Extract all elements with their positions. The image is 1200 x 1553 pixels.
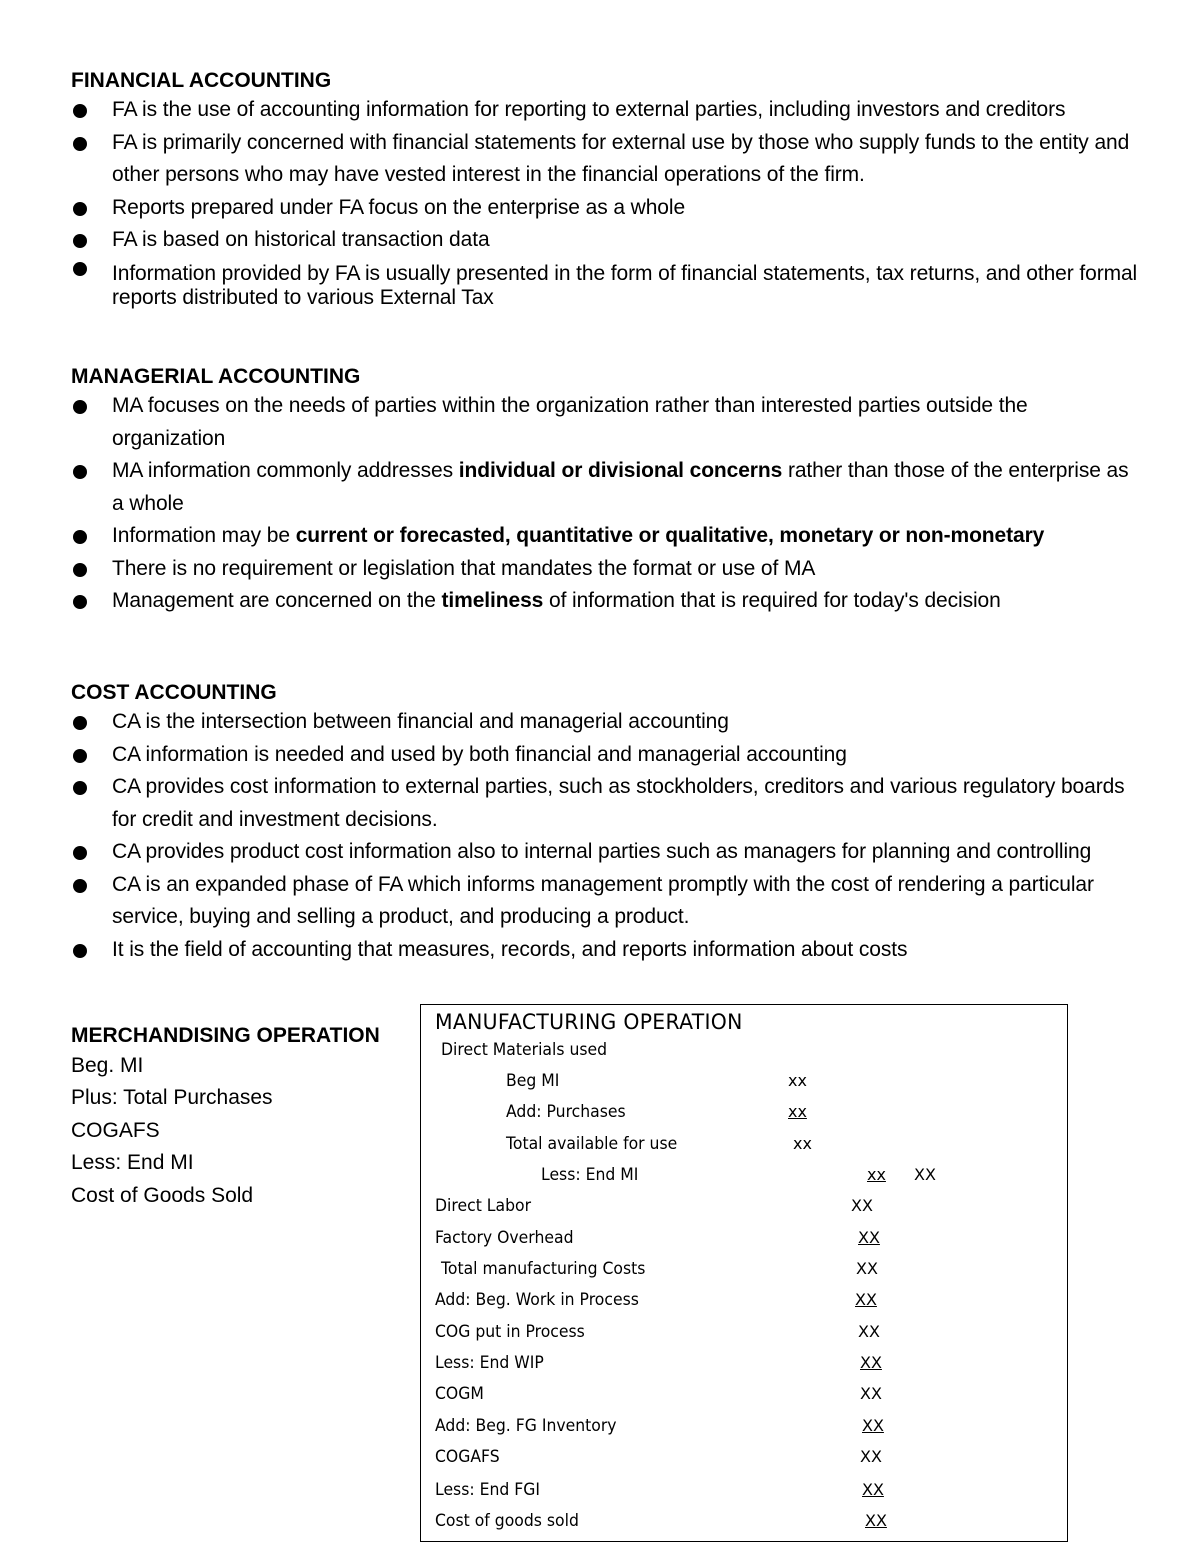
managerial-accounting-list xyxy=(71,390,1141,618)
manufacturing-row-value: XX xyxy=(865,1511,887,1530)
manufacturing-operation-heading: MANUFACTURING OPERATION xyxy=(435,1010,743,1034)
merchandising-line: Cost of Goods Sold xyxy=(71,1183,254,1207)
manufacturing-row-value: xx xyxy=(867,1165,886,1184)
manufacturing-row-value: XX xyxy=(860,1447,882,1466)
manufacturing-row-value: XX xyxy=(862,1480,884,1499)
manufacturing-row-value: XX xyxy=(858,1228,880,1247)
manufacturing-row-label: Less: End MI xyxy=(541,1165,639,1185)
financial-accounting-heading: FINANCIAL ACCOUNTING xyxy=(71,69,332,92)
manufacturing-row-label: COG put in Process xyxy=(435,1322,585,1342)
list-item: CA information is needed and used by both financial and managerial accounting xyxy=(71,739,1141,772)
manufacturing-row-value: xx xyxy=(793,1134,812,1153)
cost-accounting-heading: COST ACCOUNTING xyxy=(71,681,277,704)
list-item: CA provides cost information to external parties, such as stockholders, creditors and various regulatory boards for credit and investment decisions. xyxy=(71,771,1141,836)
list-item: FA is based on historical transaction data xyxy=(71,224,1141,257)
emphasis-text: current or forecasted, quantitative or qualitative, monetary or non-monetary xyxy=(295,524,1045,547)
cost-accounting-section xyxy=(71,680,1141,966)
manufacturing-row-value: XX xyxy=(860,1353,882,1372)
manufacturing-operation-box xyxy=(420,1004,1068,1542)
list-item: CA is an expanded phase of FA which informs management promptly with the cost of rendering a particular service, buying and selling a product, and producing a product. xyxy=(71,869,1141,934)
list-item-text: MA information commonly addresses xyxy=(112,459,459,482)
manufacturing-row-value: XX xyxy=(851,1196,873,1215)
manufacturing-row-value: XX xyxy=(856,1259,878,1278)
list-item: CA is the intersection between financial and managerial accounting xyxy=(71,706,1141,739)
manufacturing-row-label: Add: Beg. Work in Process xyxy=(435,1290,639,1310)
merchandising-line: COGAFS xyxy=(71,1118,160,1142)
manufacturing-row-label: Total manufacturing Costs xyxy=(441,1259,646,1279)
manufacturing-row-label: Total available for use xyxy=(506,1134,678,1154)
manufacturing-row-label: Less: End WIP xyxy=(435,1353,544,1373)
list-item xyxy=(71,520,1141,553)
manufacturing-row-label: Beg MI xyxy=(506,1071,560,1091)
cost-accounting-list xyxy=(71,706,1141,966)
managerial-accounting-heading: MANAGERIAL ACCOUNTING xyxy=(71,365,361,388)
managerial-accounting-section xyxy=(71,364,1141,618)
merchandising-line: Less: End MI xyxy=(71,1151,194,1175)
list-item: Information provided by FA is usually presented in the form of financial statements, tax returns, and other formal reports distributed to various External Tax xyxy=(71,257,1141,310)
manufacturing-row-label: Cost of goods sold xyxy=(435,1511,579,1531)
list-item: It is the field of accounting that measures, records, and reports information about costs xyxy=(71,934,1141,967)
manufacturing-row-label: COGM xyxy=(435,1384,484,1404)
emphasis-text: individual or divisional concerns xyxy=(458,459,783,482)
list-item-text: Information may be xyxy=(112,524,296,547)
merchandising-line: Beg. MI xyxy=(71,1054,144,1077)
list-item: Reports prepared under FA focus on the enterprise as a whole xyxy=(71,192,1141,225)
financial-accounting-section xyxy=(71,68,1141,310)
manufacturing-row-value: xx xyxy=(788,1071,807,1090)
list-item-text: Management are concerned on the xyxy=(112,589,442,612)
manufacturing-row-value: XX xyxy=(914,1165,936,1184)
manufacturing-row-value: XX xyxy=(862,1416,884,1435)
list-item: MA focuses on the needs of parties within the organization rather than interested parties outside the organization xyxy=(71,390,1141,455)
list-item: CA provides product cost information also to internal parties such as managers for planning and controlling xyxy=(71,836,1141,869)
financial-accounting-list xyxy=(71,94,1141,310)
merchandising-operation-section xyxy=(71,1022,421,1212)
list-item: FA is the use of accounting information for reporting to external parties, including investors and creditors xyxy=(71,94,1141,127)
list-item xyxy=(71,455,1141,520)
manufacturing-row-label: Direct Materials used xyxy=(441,1040,608,1060)
manufacturing-row-value: xx xyxy=(788,1102,807,1121)
manufacturing-row-label: Add: Purchases xyxy=(506,1102,626,1122)
list-item-text: of information that is required for today's decision xyxy=(543,589,1001,612)
list-item-text: rather than those of the enterprise as a whole xyxy=(112,459,1129,515)
manufacturing-row-label: Add: Beg. FG Inventory xyxy=(435,1416,617,1436)
merchandising-operation-heading: MERCHANDISING OPERATION xyxy=(71,1024,380,1047)
list-item: There is no requirement or legislation that mandates the format or use of MA xyxy=(71,553,1141,586)
manufacturing-row-label: Direct Labor xyxy=(435,1196,532,1216)
manufacturing-row-label: Factory Overhead xyxy=(435,1228,574,1248)
merchandising-line: Plus: Total Purchases xyxy=(71,1086,273,1110)
manufacturing-row-value: XX xyxy=(855,1290,877,1309)
manufacturing-row-label: COGAFS xyxy=(435,1447,500,1467)
manufacturing-row-value: XX xyxy=(858,1322,880,1341)
list-item: FA is primarily concerned with financial statements for external use by those who supply funds to the entity and other persons who may have vested interest in the financial operations of the firm. xyxy=(71,127,1141,192)
manufacturing-row-value: XX xyxy=(860,1384,882,1403)
emphasis-text: timeliness xyxy=(441,589,544,612)
list-item xyxy=(71,585,1141,618)
manufacturing-row-label: Less: End FGI xyxy=(435,1480,541,1500)
